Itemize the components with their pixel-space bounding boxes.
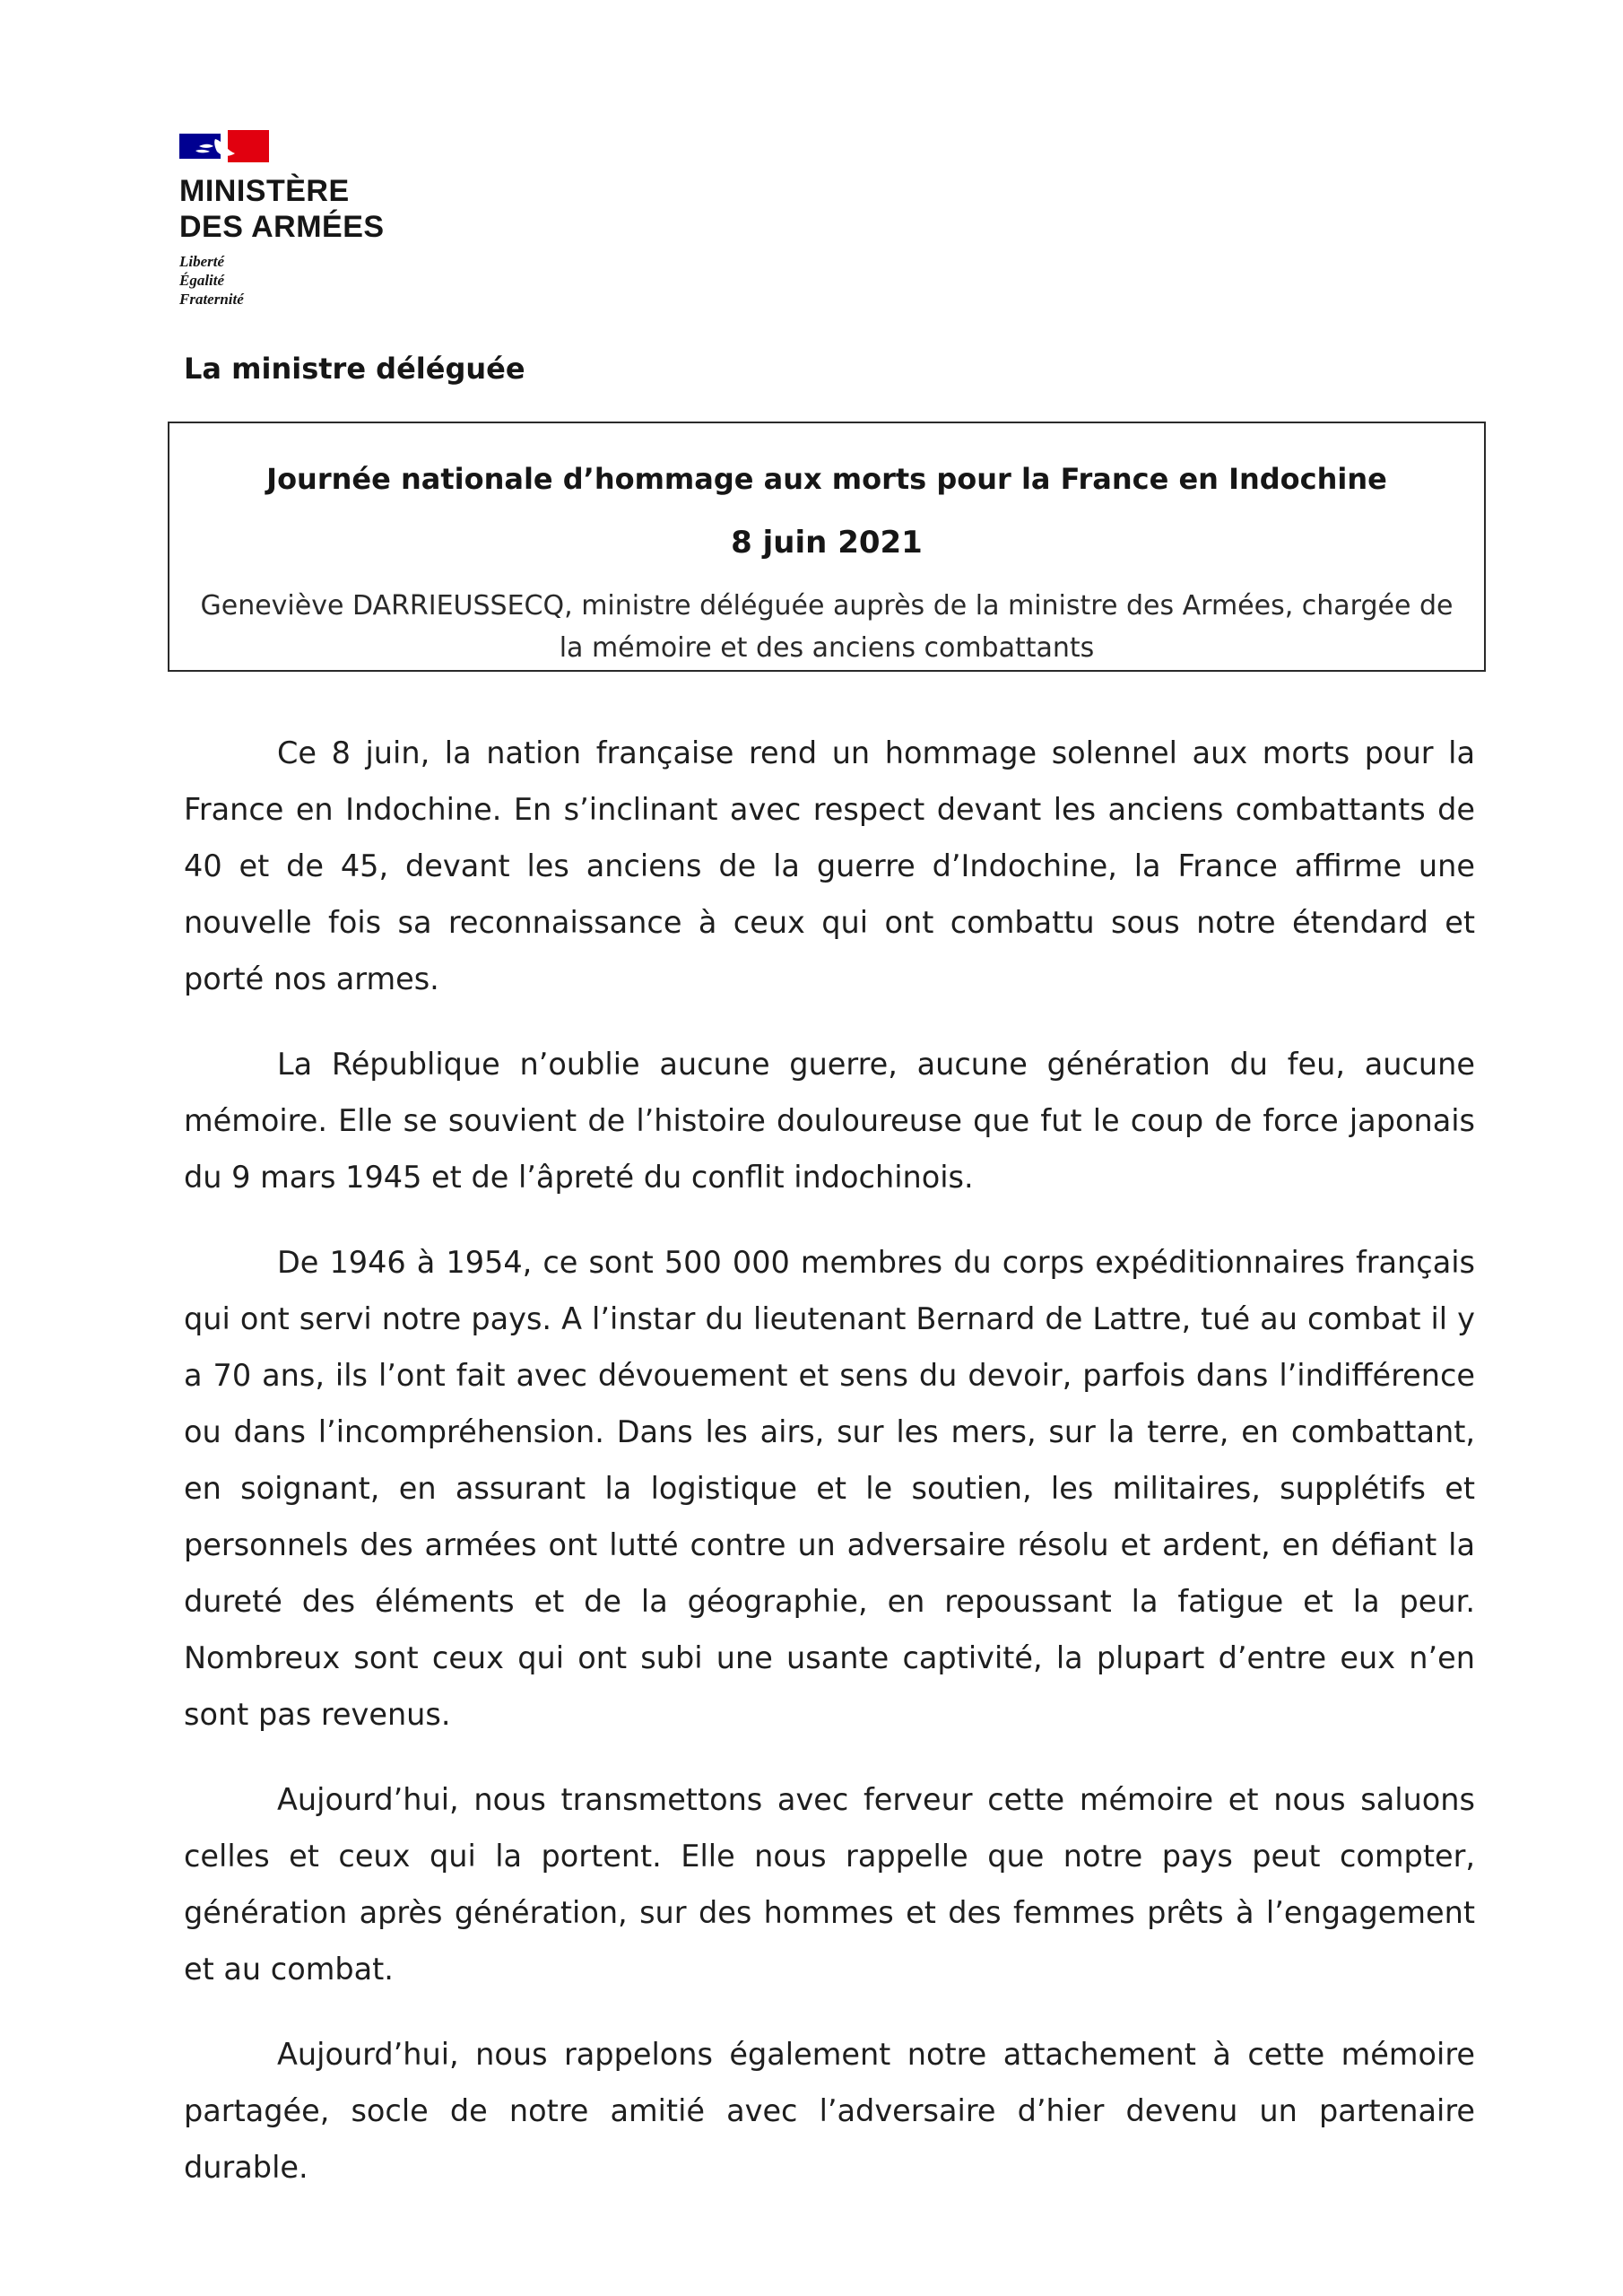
marianne-flag-icon bbox=[179, 130, 269, 162]
document-title: Journée nationale d’hommage aux morts pour la France en Indochine bbox=[266, 462, 1387, 496]
paragraph: Aujourd’hui, nous transmettons avec ferveur cette mémoire et nous saluons celles et ceux qui la portent. Elle nous rappelle que notre pays peut compter, génération après génération, sur des hommes et des femmes prêts à l’engagement et au combat. bbox=[184, 1782, 1475, 1987]
paragraph: Aujourd’hui, nous rappelons également notre attachement à cette mémoire partagée, socle de notre amitié avec l’adversaire d’hier devenu un partenaire durable. bbox=[184, 2037, 1475, 2185]
author-line-1: Geneviève DARRIEUSSECQ, ministre déléguée auprès de la ministre des Armées, chargée de bbox=[200, 590, 1454, 622]
title-box bbox=[168, 422, 1486, 672]
author-line bbox=[187, 585, 1466, 669]
ministry-name bbox=[179, 173, 385, 245]
signatory-heading: La ministre déléguée bbox=[184, 352, 525, 386]
paragraph: La République n’oublie aucune guerre, aucune génération du feu, aucune mémoire. Elle se souvient de l’histoire douloureuse que fut le coup de force japonais du 9 mars 1945 et de l’âpreté du conflit indochinois. bbox=[184, 1047, 1475, 1195]
paragraph: De 1946 à 1954, ce sont 500 000 membres du corps expéditionnaires français qui ont servi notre pays. A l’instar du lieutenant Bernard de Lattre, tué au combat il y a 70 ans, ils l’ont fait avec dévouement et sens du devoir, parfois dans l’indifférence ou dans l’incompréhension. Dans les airs, sur les mers, sur la terre, en combattant, en soignant, en assurant la logistique et le soutien, les militaires, supplétifs et personnels des armées ont lutté contre un adversaire résolu et ardent, en défiant la dureté des éléments et de la géographie, en repoussant la fatigue et la peur. Nombreux sont ceux qui ont subi une usante captivité, la plupart d’entre eux n’en sont pas revenus. bbox=[184, 1245, 1475, 1732]
motto-liberte: Liberté bbox=[179, 253, 225, 270]
paragraph: Ce 8 juin, la nation française rend un hommage solennel aux morts pour la France en Indochine. En s’inclinant avec respect devant les anciens combattants de 40 et de 45, devant les anciens de la guerre d’Indochine, la France affirme une nouvelle fois sa reconnaissance à ceux qui ont combattu sous notre étendard et porté nos armes. bbox=[184, 735, 1475, 996]
speech-body bbox=[184, 725, 1475, 2224]
motto-fraternite: Fraternité bbox=[179, 291, 244, 308]
motto-egalite: Égalité bbox=[179, 272, 225, 289]
author-line-2: la mémoire et des anciens combattants bbox=[559, 632, 1095, 664]
document-date: 8 juin 2021 bbox=[731, 525, 923, 561]
republic-motto bbox=[179, 252, 385, 309]
ministry-name-line1: MINISTÈRE bbox=[179, 174, 350, 208]
ministry-name-line2: DES ARMÉES bbox=[179, 210, 385, 244]
ministry-logo bbox=[179, 130, 385, 309]
